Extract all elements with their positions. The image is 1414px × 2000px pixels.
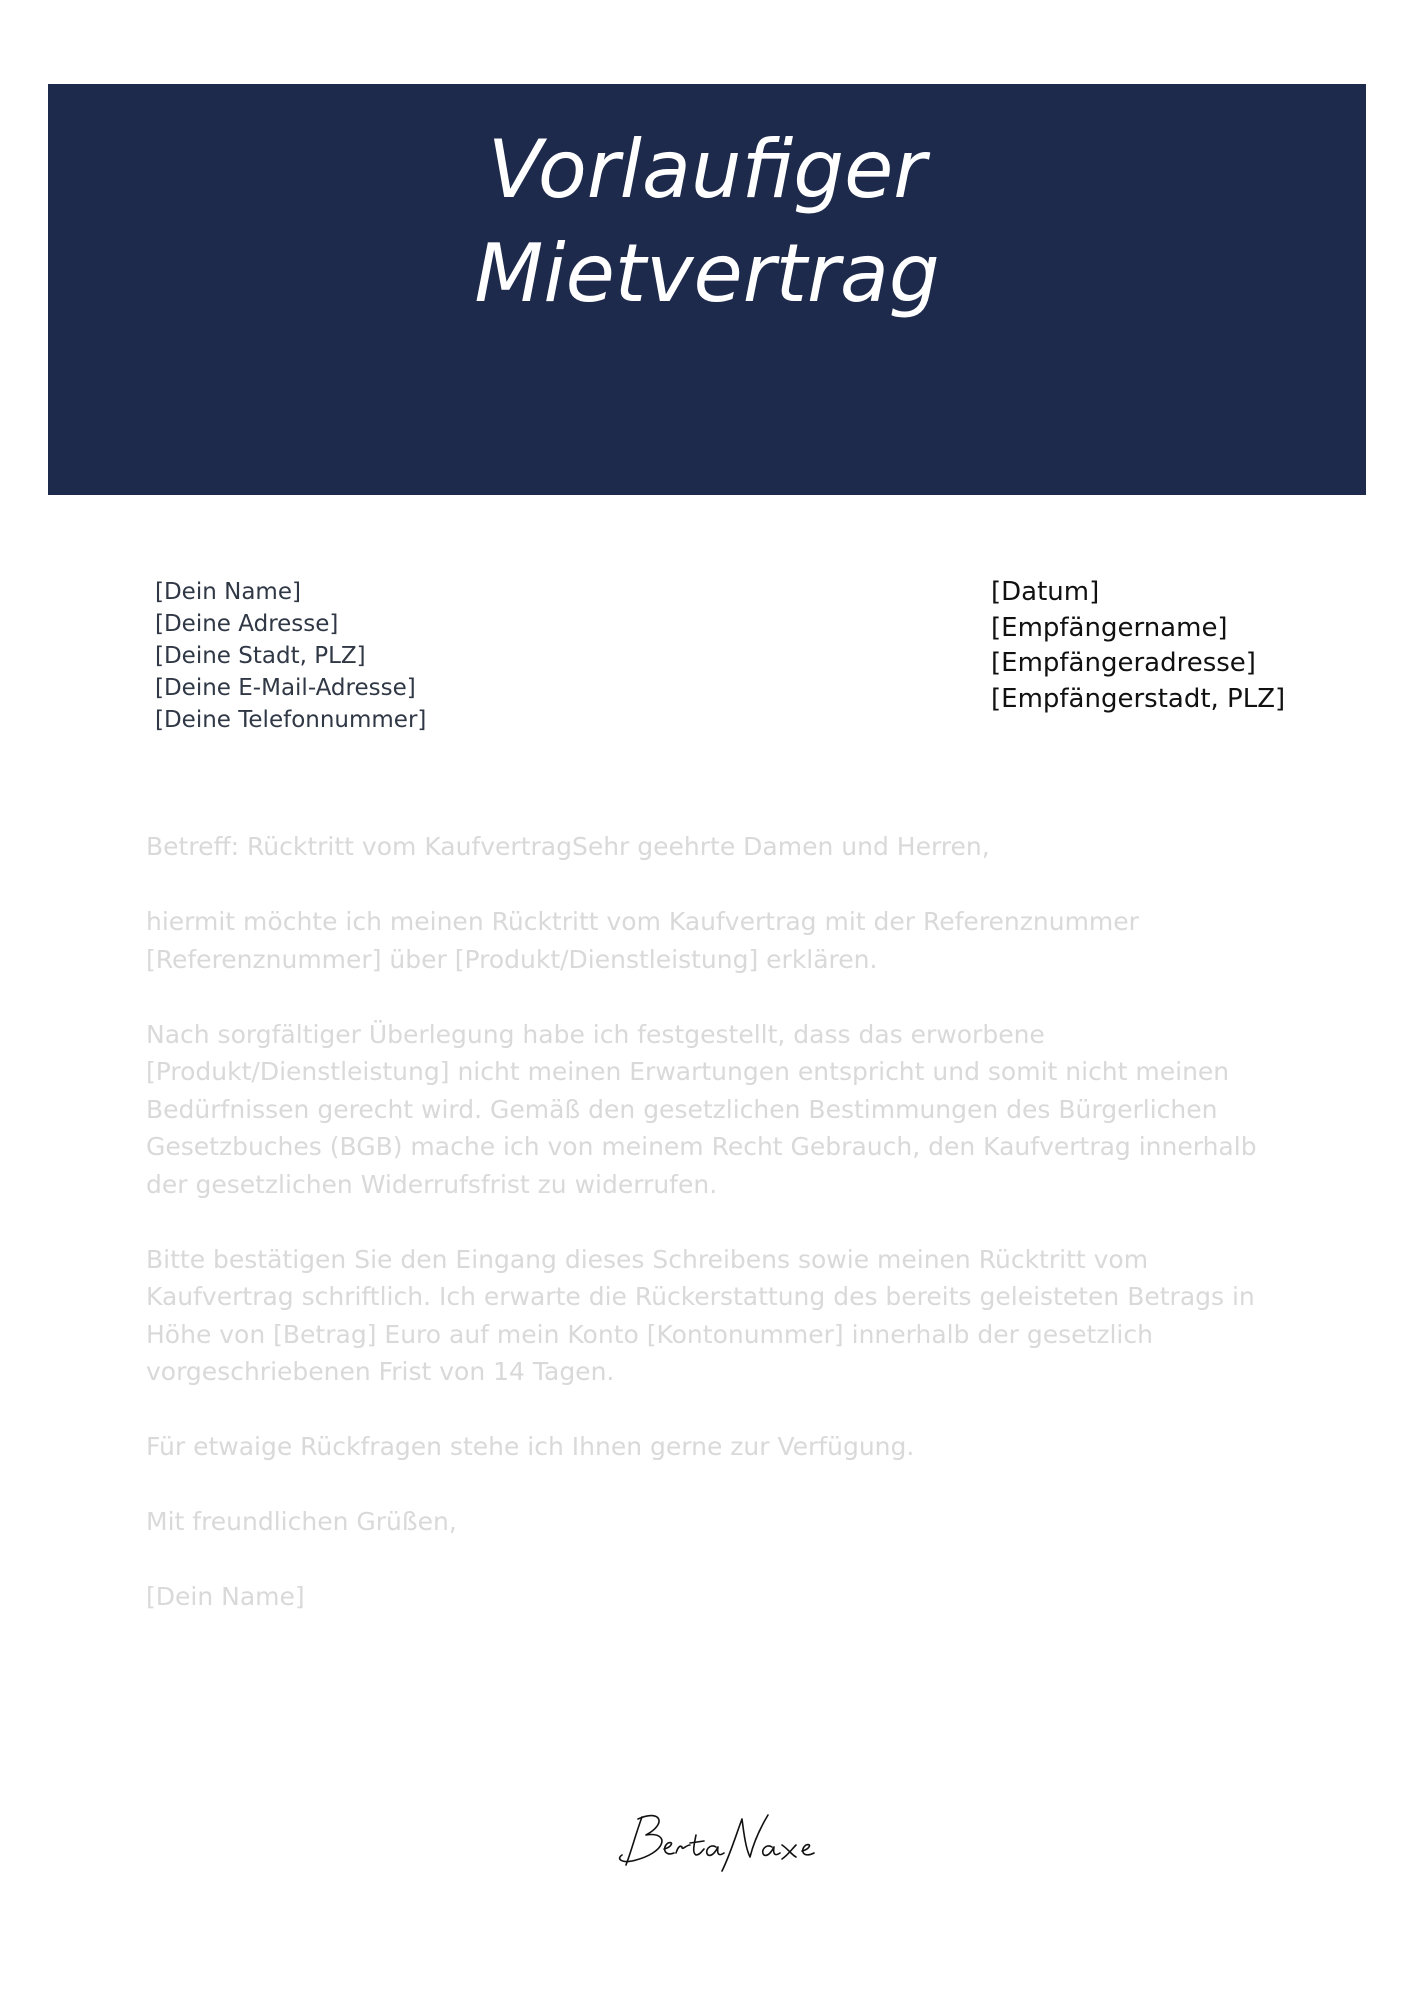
document-title-line-1: Vorlaufiger	[487, 123, 927, 216]
header-band	[48, 84, 1366, 495]
sender-email: [Deine E-Mail-Adresse]	[155, 675, 416, 701]
sender-city: [Deine Stadt, PLZ]	[155, 643, 366, 669]
letter-closing: Mit freundlichen Grüßen,	[146, 1507, 457, 1536]
sender-address: [Deine Adresse]	[155, 611, 339, 637]
letter-paragraph-3: Bitte bestätigen Sie den Eingang dieses Schreibens sowie meinen Rücktritt vom Kaufvertrag schriftlich. Ich erwarte die Rückerstattung des bereits geleisteten Betrags in Höhe von [Betrag] Euro auf mein Konto [Kontonummer] innerhalb der gesetzlich vorgeschriebenen Frist von 14 Tagen.	[146, 1244, 1255, 1386]
letter-signoff-name: [Dein Name]	[146, 1582, 305, 1611]
sender-name: [Dein Name]	[155, 579, 301, 605]
letter-paragraph-4: Für etwaige Rückfragen stehe ich Ihnen gerne zur Verfügung.	[146, 1432, 915, 1461]
recipient-address: [Empfängeradresse]	[991, 648, 1256, 678]
letter-body	[146, 828, 1276, 1653]
recipient-city: [Empfängerstadt, PLZ]	[991, 683, 1286, 714]
recipient-name: [Empfängername]	[991, 612, 1228, 643]
document-title	[48, 118, 1366, 326]
sender-block	[155, 576, 426, 736]
letter-date: [Datum]	[991, 577, 1100, 607]
document-title-line-2: Mietvertrag	[474, 227, 940, 320]
letter-paragraph-1: hiermit möchte ich meinen Rücktritt vom Kaufvertrag mit der Referenznummer [Referenznummer] über [Produkt/Dienstleistung] erklären.	[146, 907, 1139, 974]
letter-paragraph-2: Nach sorgfältiger Überlegung habe ich festgestellt, dass das erworbene [Produkt/Dienstleistung] nicht meinen Erwartungen entspricht und somit nicht meinen Bedürfnissen gerecht wird. Gemäß den gesetzlichen Bestimmungen des Bürgerlichen Gesetzbuches (BGB) mache ich von meinem Recht Gebrauch, den Kaufvertrag innerhalb der gesetzlichen Widerrufsfrist zu widerrufen.	[146, 1019, 1257, 1199]
sender-phone: [Deine Telefonnummer]	[155, 707, 427, 733]
letter-subject: Betreff: Rücktritt vom KaufvertragSehr geehrte Damen und Herren,	[146, 832, 990, 861]
recipient-block	[991, 575, 1285, 717]
handwritten-signature	[612, 1805, 822, 1877]
